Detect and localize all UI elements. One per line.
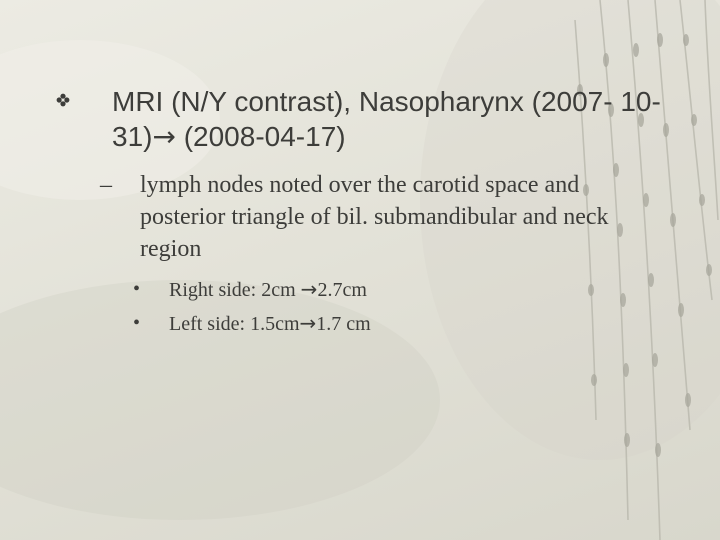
heading-part-1: MRI (N/Y contrast), Nasopharynx (2007- [112, 86, 613, 117]
dot-bullet: • [133, 312, 141, 334]
right-arrow-icon: → [152, 120, 176, 153]
slide-heading [112, 84, 672, 154]
right-arrow-icon: → [300, 277, 318, 301]
subpoint-text: lymph nodes noted over the carotid space and posterior triangle of bil. submandibular and neck region [140, 172, 609, 262]
detail-left-side [169, 310, 371, 337]
detail-value: 2.7cm [317, 279, 367, 301]
detail-value: 1.7 cm [316, 313, 371, 335]
detail-right-side [169, 276, 367, 303]
right-arrow-icon: → [299, 311, 317, 335]
diamond-clover-bullet-icon [56, 93, 70, 107]
detail-label: Left side: 1.5cm [169, 313, 300, 335]
dot-bullet: • [133, 278, 141, 300]
heading-part-2: 10-31) [112, 86, 661, 152]
heading-part-3: (2008-04-17) [175, 121, 346, 152]
dash-bullet: – [100, 172, 112, 198]
detail-label: Right side: 2cm [169, 279, 301, 301]
